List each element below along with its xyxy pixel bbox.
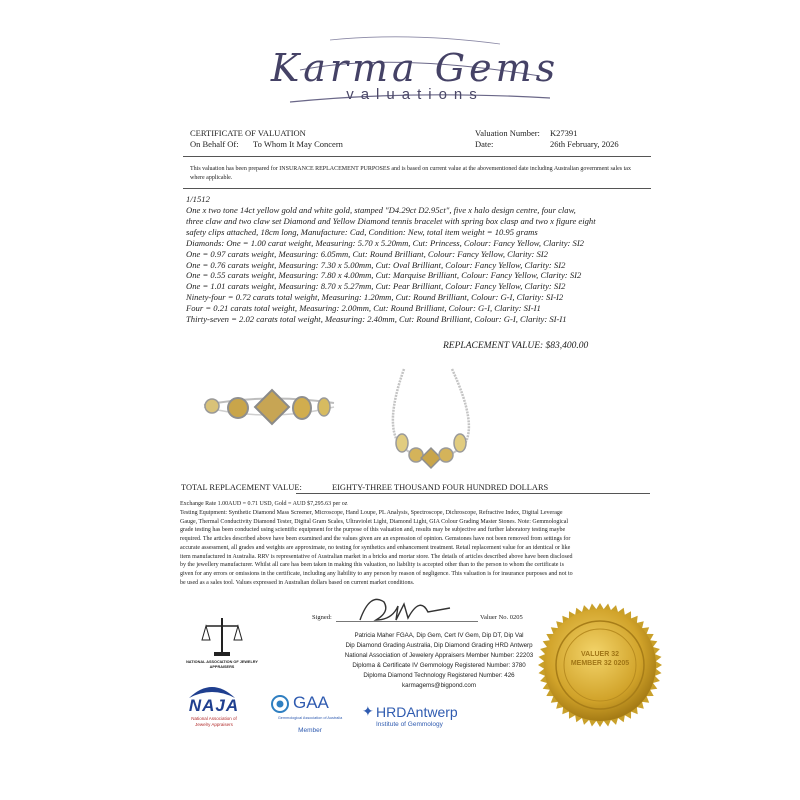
- purpose-divider: [183, 188, 651, 189]
- hrd-sub-text: Institute of Gemmology: [376, 721, 443, 728]
- scales-of-justice-icon: [200, 614, 244, 660]
- exchange-rate: Exchange Rate 1.00AUD = 0.71 USD, Gold = AUD $7,295.63 per oz: [180, 501, 348, 507]
- description-line: One = 1.01 carats weight, Measuring: 8.70 x 5.27mm, Cut: Pear Brilliant, Colour: Fancy Yellow, Clarity: SI2: [186, 281, 566, 292]
- description-line: Four = 0.21 carats total weight, Measuring: 2.00mm, Cut: Round Brilliant, Colour: G-I, Clarity: SI-I1: [186, 303, 541, 314]
- gaa-sub-text: Gemmological Association of Australia: [277, 716, 343, 720]
- disclaimer-line: accurate assessment, all grades and weights are approximate, no testing for synthetics and enhancement treatment. Retail replacement value for an identical or like: [180, 544, 571, 551]
- behalf-label: On Behalf Of:: [190, 139, 239, 149]
- disclaimer-line: given for any errors or omissions in the certificate, including any liability to any person by reason of negligence. This valuation is for insurance purposes and not to: [180, 570, 573, 577]
- gaa-member-text: Member: [298, 727, 322, 734]
- description-line: One = 0.97 carats weight, Measuring: 6.05mm, Cut: Round Brilliant, Colour: Fancy Yellow, Clarity: SI2: [186, 248, 548, 259]
- description-line: One = 0.55 carats weight, Measuring: 7.80 x 4.00mm, Cut: Marquise Brilliant, Colour: Fancy Yellow, Clarity: SI2: [186, 270, 582, 281]
- description-line: three claw and two claw set Diamond and Yellow Diamond tennis bracelet with spring box clasp and two x figure eight: [186, 215, 596, 226]
- valuer-email: karmagems@bigpond.com: [401, 682, 477, 689]
- bracelet-front-photo: [382, 365, 484, 485]
- valuer-detail-line: Diploma Diamond Technology Registered Number: 426: [363, 672, 515, 679]
- valuation-number-label: Valuation Number:: [475, 128, 540, 138]
- certificate-title: CERTIFICATE OF VALUATION: [190, 128, 306, 138]
- seal-text: VALUER 32 MEMBER 32 0205: [570, 651, 630, 667]
- gaa-globe-icon: [270, 694, 290, 714]
- description-line: Diamonds: One = 1.00 carat weight, Measuring: 5.70 x 5.20mm, Cut: Princess, Colour: Fancy Yellow, Clarity: SI2: [186, 237, 584, 248]
- disclaimer-line: grade testing has been conducted using scientific equipment for the purpose of this valuation and, results may be subjective and further laboratory testing maybe: [180, 527, 566, 534]
- valuer-detail-line: Dip Diamond Grading Australia, Dip Diamond Grading HRD Antwerp: [345, 642, 533, 649]
- item-number: 1/1512: [186, 194, 210, 204]
- disclaimer-line: Gauge, Thermal Conductivity Diamond Tester, Digital Gram Scales, Ultraviolet Light, Diamond Light, GIA Colour Grading Master Stones. Note: Gemmological: [180, 518, 569, 525]
- replacement-value: REPLACEMENT VALUE: $83,400.00: [443, 341, 589, 351]
- signed-label: Signed:: [312, 614, 332, 621]
- hrd-star-icon: ✦: [362, 704, 374, 720]
- disclaimer-line: Testing Equipment: Synthetic Diamond Mass Screener, Microscope, Hand Loupe, PL Analysis, Spectroscope, Dichroscope, Refractive Index, Digital Leverage: [180, 510, 563, 516]
- total-value-words: EIGHTY-THREE THOUSAND FOUR HUNDRED DOLLARS: [332, 483, 549, 492]
- purpose-statement: This valuation has been prepared for INSURANCE REPLACEMENT PURPOSES and is based on current value at the abovementioned date including Australian government sales tax where applicable.: [190, 166, 631, 181]
- header-divider: [183, 156, 651, 157]
- description-line: Ninety-four = 0.72 carats total weight, Measuring: 1.20mm, Cut: Round Brilliant, Colour: G-I, Clarity: SI-I2: [186, 292, 564, 303]
- behalf-value: To Whom It May Concern: [253, 139, 343, 149]
- disclaimer-line: required. The articles described above have been examined and the values given are an expression of opinion. Gemstones have not been removed from settings for: [180, 536, 571, 543]
- signature-mark-icon: [350, 590, 470, 628]
- disclaimer-line: be used as a sales tool. Values expressed in Australian dollars based on current market conditions.: [180, 579, 415, 586]
- total-underline: [296, 493, 650, 494]
- description-line: One x two tone 14ct yellow gold and white gold, stamped "D4.29ct D2.95ct", five x halo design centre, four claw,: [186, 205, 576, 215]
- description-line: One = 0.76 carats weight, Measuring: 7.30 x 5.00mm, Cut: Oval Brilliant, Colour: Fancy Yellow, Clarity: SI2: [186, 259, 566, 270]
- valuer-detail-line: Diploma & Certificate IV Gemmology Registered Number: 3780: [352, 662, 526, 669]
- hrd-logo-text: HRDAntwerp: [376, 704, 458, 720]
- disclaimer-line: by the jewellery manufacturer. Whilst all care has been taken in making this valuation, no liability is accepted other than to the person to whom the certificate is: [180, 562, 564, 569]
- total-label: TOTAL REPLACEMENT VALUE:: [181, 483, 302, 492]
- gaa-logo-text: GAA: [293, 693, 329, 712]
- brand-logo: [270, 32, 560, 112]
- valuer-number: Valuer No. 0205: [480, 614, 523, 621]
- description-line: Thirty-seven = 2.02 carats total weight, Measuring: 2.40mm, Cut: Round Brilliant, Colour: G-I, Clarity: SI-I1: [186, 314, 567, 325]
- date-value: 26th February, 2026: [550, 139, 619, 149]
- naja-sub-1: National Association of: [191, 716, 237, 721]
- date-label: Date:: [475, 139, 494, 149]
- disclaimer: [180, 509, 658, 587]
- valuation-number: K27391: [550, 128, 578, 138]
- naja-small-text: NATIONAL ASSOCIATION OF JEWELRY APPRAISERS: [186, 660, 258, 669]
- disclaimer-line: item manufactured in Australia. RRV is representative of Australian market in a bricks and mortar store. The details of articles described above have been disclosed: [180, 553, 573, 560]
- item-description: [186, 205, 656, 325]
- bracelet-side-photo: [198, 383, 340, 433]
- logo-script-text: Karma Gems: [270, 46, 560, 90]
- logo-sub-text: valuations: [346, 86, 484, 103]
- valuer-detail-line: National Association of Jewelery Appraisers Member Number: 22203: [344, 652, 534, 659]
- description-line: safety clips attached, 18cm long, Manufacture: Cad, Condition: New, total item weight = 10.95 grams: [186, 226, 538, 237]
- naja-sub-2: Jewelry Appraisers: [195, 722, 233, 727]
- valuer-detail-line: Patricia Maher FGAA, Dip Gem, Cert IV Gem, Dip DT, Dip Val: [354, 632, 524, 639]
- naja-logo-text: NAJA: [188, 696, 240, 715]
